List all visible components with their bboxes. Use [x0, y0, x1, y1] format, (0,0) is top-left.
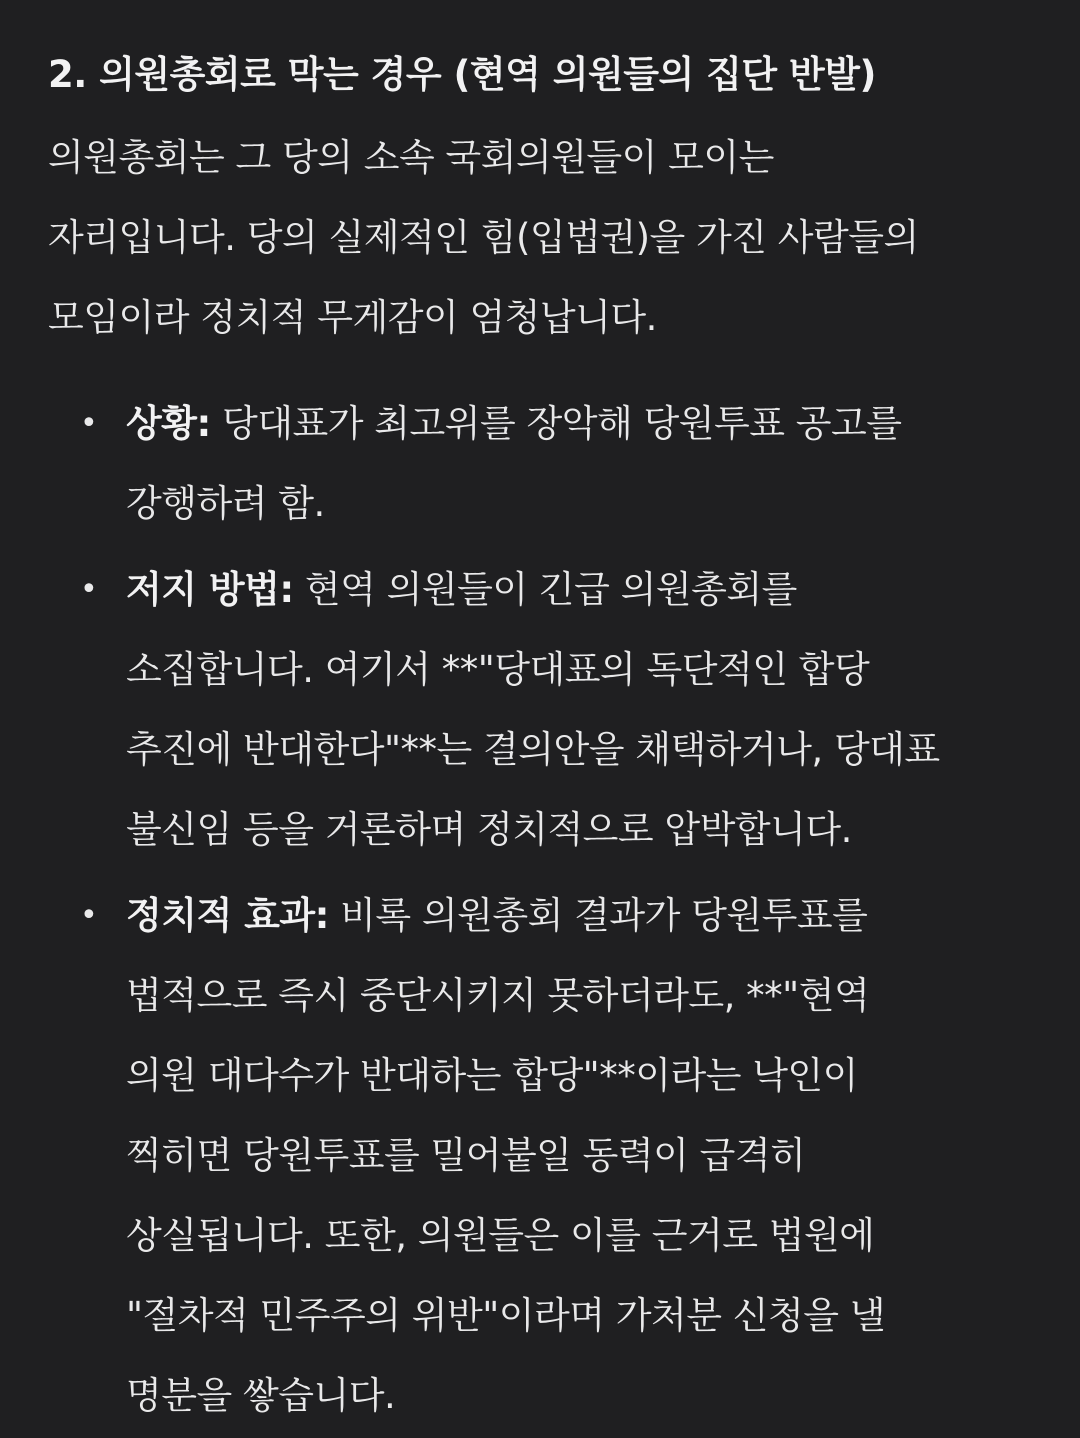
list-item-line: 명분을 쌓습니다.	[126, 1374, 396, 1417]
list-item-line: "절차적 민주주의 위반"이라며 가처분 신청을 낼	[126, 1294, 885, 1337]
list-item-label: 정치적 효과:	[126, 894, 329, 937]
intro-paragraph	[48, 118, 1032, 358]
list-item-line: 의원 대다수가 반대하는 합당"**이라는 낙인이	[126, 1054, 858, 1097]
bullet-list	[48, 384, 1032, 1436]
intro-line: 의원총회는 그 당의 소속 국회의원들이 모이는	[48, 136, 774, 179]
list-item-line: 소집합니다. 여기서 **"당대표의 독단적인 합당	[126, 648, 870, 691]
list-item-line: 법적으로 즉시 중단시키지 못하더라도, **"현역	[126, 974, 870, 1017]
list-item-label: 저지 방법:	[126, 568, 294, 611]
intro-line: 모임이라 정치적 무게감이 엄청납니다.	[48, 296, 657, 339]
list-item-method	[48, 550, 1032, 870]
list-item-effect	[48, 876, 1032, 1436]
list-item-text: 현역 의원들이 긴급 의원총회를	[293, 568, 797, 611]
list-item-first-line	[126, 876, 1032, 956]
intro-line: 자리입니다. 당의 실제적인 힘(입법권)을 가진 사람들의	[48, 216, 919, 259]
list-item-text: 당대표가 최고위를 장악해 당원투표 공고를	[210, 402, 902, 445]
list-item-line: 강행하려 함.	[126, 482, 325, 525]
list-item-first-line	[126, 384, 1032, 464]
list-item-first-line	[126, 550, 1032, 630]
list-item-text: 비록 의원총회 결과가 당원투표를	[328, 894, 868, 937]
list-item-label: 상황:	[126, 402, 211, 445]
list-item-line: 찍히면 당원투표를 밀어붙일 동력이 급격히	[126, 1134, 806, 1177]
bullet-dot-icon: •	[80, 898, 98, 933]
list-item-situation	[48, 384, 1032, 544]
bullet-dot-icon: •	[80, 572, 98, 607]
list-item-line: 추진에 반대한다"**는 결의안을 채택하거나, 당대표	[126, 728, 940, 771]
bullet-dot-icon: •	[80, 406, 98, 441]
list-item-line: 상실됩니다. 또한, 의원들은 이를 근거로 법원에	[126, 1214, 875, 1257]
section-heading: 2. 의원총회로 막는 경우 (현역 의원들의 집단 반발)	[48, 53, 876, 96]
list-item-line: 불신임 등을 거론하며 정치적으로 압박합니다.	[126, 808, 852, 851]
